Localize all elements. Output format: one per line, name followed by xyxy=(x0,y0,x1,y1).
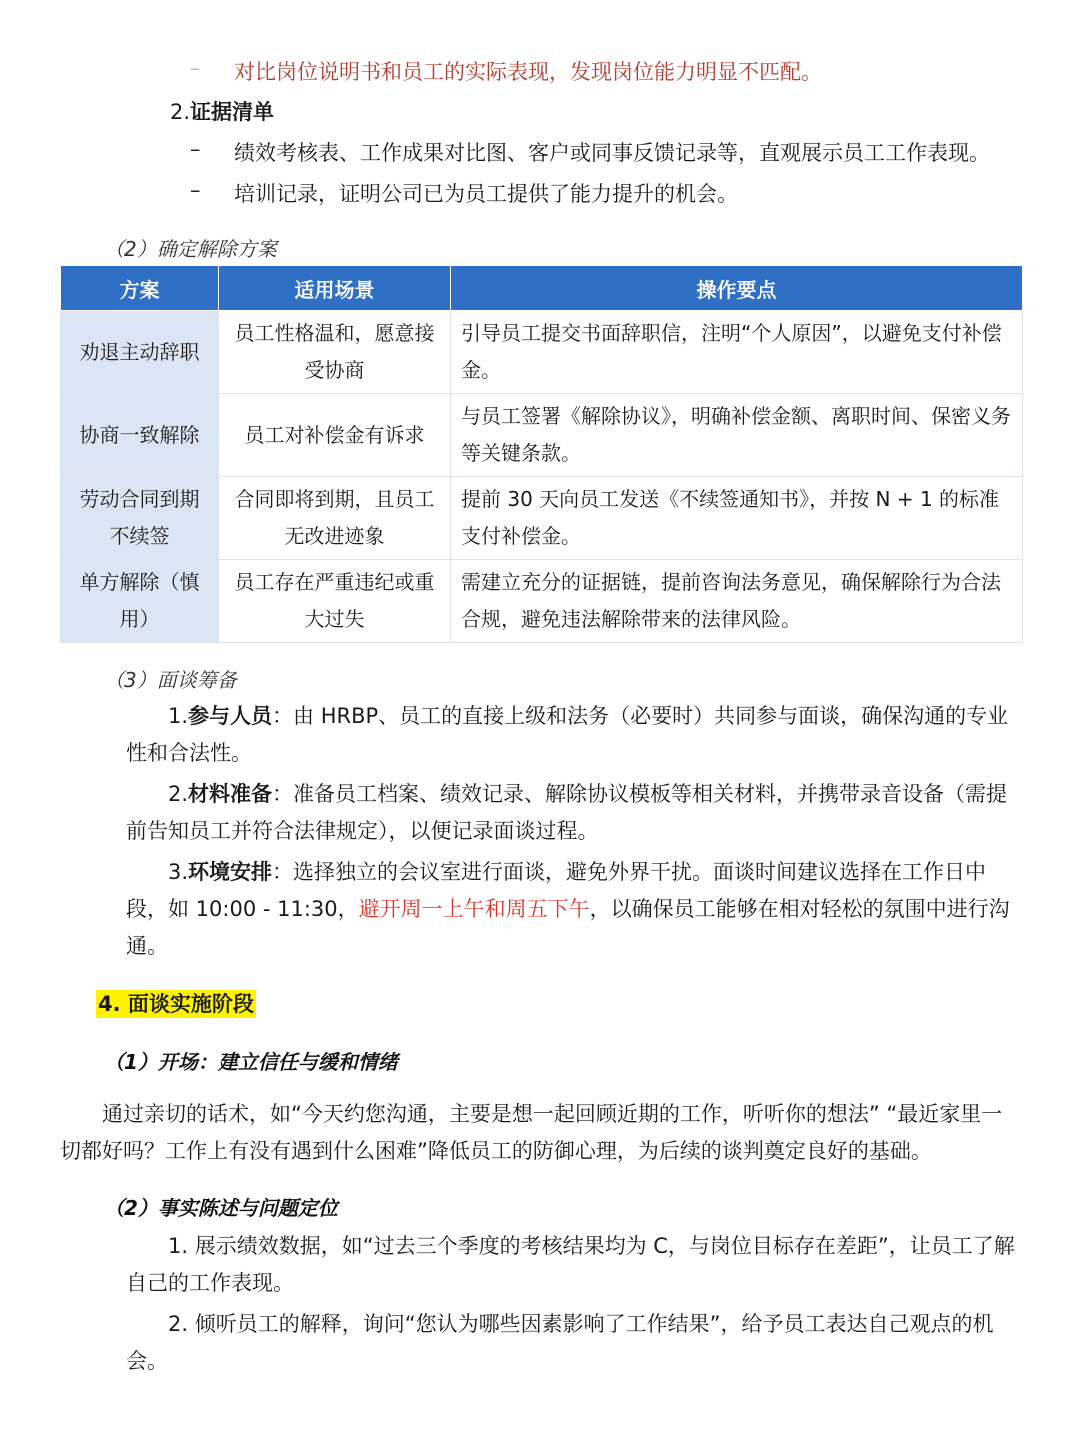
table-cell-scenario: 员工性格温和，愿意接受协商 xyxy=(219,311,451,394)
evidence-item: 培训记录，证明公司已为员工提供了能力提升的机会。 xyxy=(234,182,738,206)
evidence-title: 证据清单 xyxy=(190,100,275,124)
table-cell-points: 需建立充分的证据链，提前咨询法务意见，确保解除行为合法合规，避免违法解除带来的法律风险。 xyxy=(451,560,1023,643)
table-cell-points: 提前 30 天向员工发送《不续签通知书》，并按 N + 1 的标准支付补偿金。 xyxy=(451,477,1023,560)
table-cell-scenario: 员工对补偿金有诉求 xyxy=(219,394,451,477)
prep-item-label: 材料准备 xyxy=(188,782,273,806)
list-dash: – xyxy=(190,178,201,202)
prep-item-label: 参与人员 xyxy=(188,704,273,728)
table-cell-scenario: 合同即将到期，且员工无改进迹象 xyxy=(219,477,451,560)
evidence-number: 2. xyxy=(170,100,191,124)
table-cell-points: 引导员工提交书面辞职信，注明“个人原因”，以避免支付补偿金。 xyxy=(451,311,1023,394)
fact-item: 1. 展示绩效数据，如“过去三个季度的考核结果均为 C，与岗位目标存在差距”，让员工了解自己的工作表现。 xyxy=(126,1234,1015,1295)
table-cell-plan: 单方解除（慎用） xyxy=(61,560,219,643)
list-dash: – xyxy=(190,56,201,80)
prep-item-number: 1. xyxy=(168,704,189,728)
prep-item-text: ：选择独立的会议室进行面谈，避免外界干扰。面谈时间建议选择在工作日中段，如 10:00 - 11:30， xyxy=(126,860,987,921)
table-row xyxy=(61,477,1023,560)
section-title: （2）事实陈述与问题定位 xyxy=(104,1196,338,1220)
table-cell-plan: 劝退主动辞职 xyxy=(61,311,219,394)
prep-item-text: ：由 HRBP、员工的直接上级和法务（必要时）共同参与面谈，确保沟通的专业性和合法性。 xyxy=(126,704,1009,765)
table-cell-plan: 劳动合同到期不续签 xyxy=(61,477,219,560)
prep-item-text: ：准备员工档案、绩效记录、解除协议模板等相关材料，并携带录音设备（需提前告知员工并符合法律规定），以便记录面谈过程。 xyxy=(126,782,1008,843)
section-title: （3）面谈筹备 xyxy=(104,668,237,692)
table-row xyxy=(61,394,1023,477)
plan-table xyxy=(60,265,1023,643)
table-cell-plan: 协商一致解除 xyxy=(61,394,219,477)
column-header: 适用场景 xyxy=(219,266,451,311)
table-cell-scenario: 员工存在严重违纪或重大过失 xyxy=(219,560,451,643)
list-dash: – xyxy=(190,137,201,161)
stage-title: 4. 面谈实施阶段 xyxy=(98,992,254,1016)
paragraph: 通过亲切的话术，如“今天约您沟通，主要是想一起回顾近期的工作，听听你的想法” “最近家里一切都好吗？工作上有没有遇到什么困难”降低员工的防御心理，为后续的谈判奠定良好的基础。 xyxy=(60,1102,1003,1163)
stage-heading xyxy=(96,988,256,1018)
prep-item xyxy=(126,854,1022,965)
evidence-heading xyxy=(170,96,274,126)
prep-item xyxy=(126,776,1022,850)
prep-item-label: 环境安排 xyxy=(188,860,273,884)
list-item-text: 对比岗位说明书和员工的实际表现，发现岗位能力明显不匹配。 xyxy=(234,60,822,84)
section-title: （2）确定解除方案 xyxy=(104,237,277,261)
table-header-row xyxy=(61,266,1023,311)
prep-item-number: 2. xyxy=(168,782,189,806)
prep-item-highlight: 避开周一上午和周五下午 xyxy=(358,897,590,921)
prep-item-number: 3. xyxy=(168,860,189,884)
evidence-item: 绩效考核表、工作成果对比图、客户或同事反馈记录等，直观展示员工工作表现。 xyxy=(234,141,990,165)
section-title: （1）开场：建立信任与缓和情绪 xyxy=(104,1050,398,1074)
column-header: 操作要点 xyxy=(451,266,1023,311)
table-row xyxy=(61,560,1023,643)
prep-item-text: ，以确保员工能够在相对轻松的氛围中进行沟通。 xyxy=(126,897,1010,958)
column-header: 方案 xyxy=(61,266,219,311)
prep-item xyxy=(126,698,1022,772)
table-row xyxy=(61,311,1023,394)
table-cell-points: 与员工签署《解除协议》，明确补偿金额、离职时间、保密义务等关键条款。 xyxy=(451,394,1023,477)
fact-item: 2. 倾听员工的解释，询问“您认为哪些因素影响了工作结果”，给予员工表达自己观点的机会。 xyxy=(126,1312,994,1373)
